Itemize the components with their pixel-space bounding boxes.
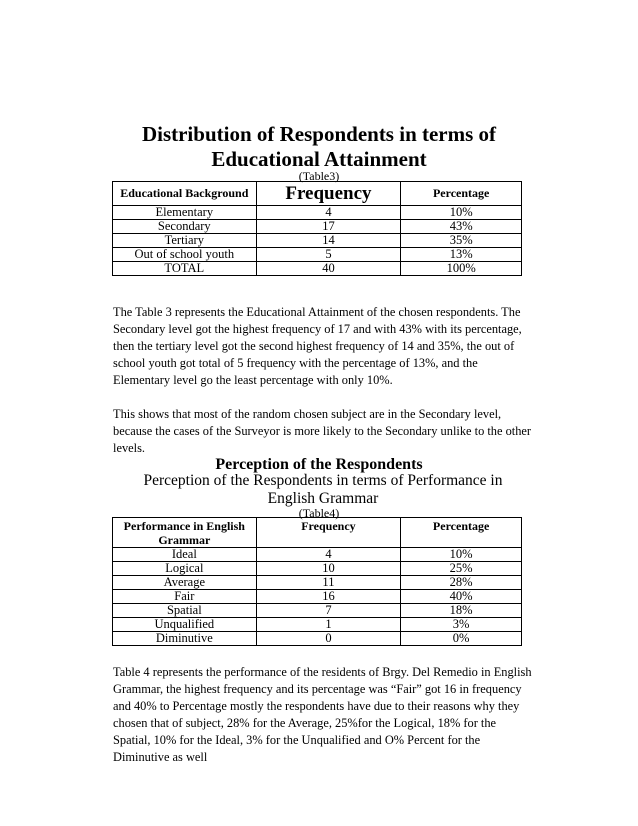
table-row-total (113, 262, 522, 276)
cell-percentage: 10% (401, 206, 522, 220)
cell-percentage: 0% (401, 632, 522, 646)
table-row (113, 562, 522, 576)
table3 (112, 181, 522, 276)
table-row (113, 604, 522, 618)
cell-frequency: 16 (256, 590, 401, 604)
cell-performance: Unqualified (113, 618, 257, 632)
cell-frequency: 14 (256, 234, 401, 248)
cell-percentage: 10% (401, 548, 522, 562)
table-header-row (113, 518, 522, 548)
table3-title-line2: Educational Attainment (211, 147, 427, 171)
cell-background: Out of school youth (113, 248, 257, 262)
cell-background: Tertiary (113, 234, 257, 248)
cell-background: TOTAL (113, 262, 257, 276)
table-row (113, 548, 522, 562)
cell-percentage: 28% (401, 576, 522, 590)
cell-frequency: 0 (256, 632, 401, 646)
table4 (112, 517, 522, 646)
table3-title (0, 122, 638, 172)
table4-caption: (Table4) (298, 506, 340, 520)
cell-frequency: 1 (256, 618, 401, 632)
cell-percentage: 13% (401, 248, 522, 262)
paragraph: This shows that most of the random chosen subject are in the Secondary level, because the cases of the Surveyor is more likely to the Secondary unlike to the other levels. (113, 407, 532, 455)
header-percentage: Percentage (401, 518, 522, 548)
cell-percentage: 25% (401, 562, 522, 576)
cell-background: Secondary (113, 220, 257, 234)
cell-percentage: 40% (401, 590, 522, 604)
cell-frequency: 4 (256, 548, 401, 562)
cell-performance: Ideal (113, 548, 257, 562)
paragraph: Table 4 represents the performance of the residents of Brgy. Del Remedio in English Grammar, the highest frequency and its percentage was “Fair” got 16 in frequency and 40% to Percentage mostly the respondents have due to their reasons why they chosen that of subject, 28% for the Average, 25%for the Logical, 18% for the Spatial, 10% for the Ideal, 3% for the Unqualified and O% Percent for the Diminutive as well (113, 665, 532, 764)
cell-percentage: 35% (401, 234, 522, 248)
table-row (113, 248, 522, 262)
cell-percentage: 18% (401, 604, 522, 618)
cell-performance: Diminutive (113, 632, 257, 646)
cell-background: Elementary (113, 206, 257, 220)
cell-frequency: 10 (256, 562, 401, 576)
table-row (113, 590, 522, 604)
table-row (113, 220, 522, 234)
header-percentage: Percentage (401, 182, 522, 206)
cell-frequency: 7 (256, 604, 401, 618)
cell-performance: Logical (113, 562, 257, 576)
cell-percentage: 43% (401, 220, 522, 234)
cell-percentage: 3% (401, 618, 522, 632)
section-heading: Perception of the Respondents (215, 456, 423, 473)
cell-frequency: 40 (256, 262, 401, 276)
table-row (113, 632, 522, 646)
cell-frequency: 5 (256, 248, 401, 262)
cell-performance: Average (113, 576, 257, 590)
cell-frequency: 4 (256, 206, 401, 220)
header-performance: Performance in English Grammar (113, 518, 257, 548)
cell-frequency: 11 (256, 576, 401, 590)
table3-description (113, 304, 533, 457)
section-subheading: Perception of the Respondents in terms of Performance in English Grammar (143, 472, 503, 507)
header-frequency: Frequency (256, 182, 401, 206)
cell-percentage: 100% (401, 262, 522, 276)
table3-title-line1: Distribution of Respondents in terms of (141, 122, 497, 146)
paragraph: The Table 3 represents the Educational Attainment of the chosen respondents. The Secondary level got the highest frequency of 17 and with 43% with its percentage, then the tertiary level got the second highest frequency of 14 and 35%, the out of school youth got total of 5 frequency with the percentage of 13%, and the Elementary level go the least percentage with only 10%. (113, 305, 522, 387)
table-header-row (113, 182, 522, 206)
cell-performance: Fair (113, 590, 257, 604)
table-row (113, 206, 522, 220)
table4-description (113, 664, 533, 766)
table-row (113, 234, 522, 248)
cell-performance: Spatial (113, 604, 257, 618)
header-frequency: Frequency (256, 518, 401, 548)
table-row (113, 576, 522, 590)
table-row (113, 618, 522, 632)
header-educational-background: Educational Background (113, 182, 257, 206)
table3-caption: (Table3) (298, 169, 340, 183)
cell-frequency: 17 (256, 220, 401, 234)
